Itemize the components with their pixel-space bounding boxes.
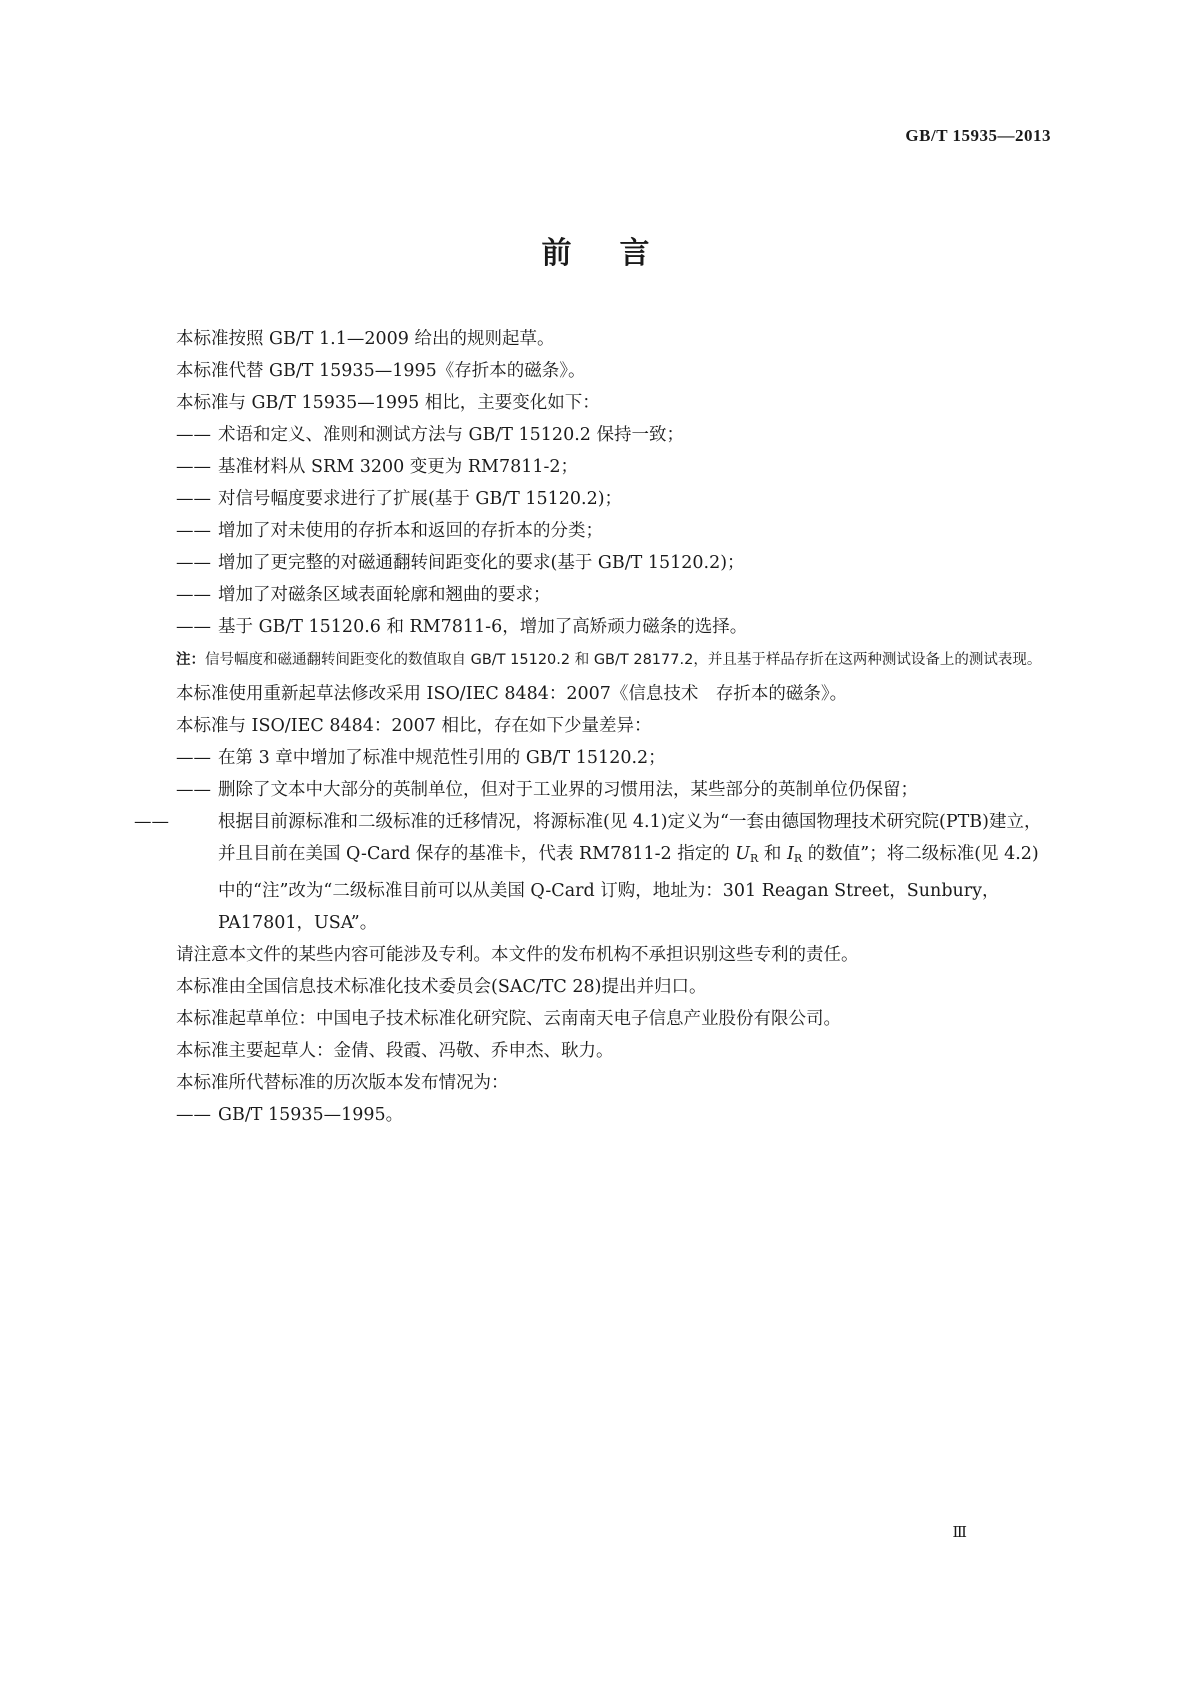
change-text: 基准材料从 SRM 3200 变更为 RM7811-2； <box>218 457 579 477</box>
difference-item <box>176 774 1052 806</box>
change-text: 增加了更完整的对磁通翻转间距变化的要求(基于 GB/T 15120.2)； <box>218 553 745 573</box>
difference-text: 删除了文本中大部分的英制单位，但对于工业界的习惯用法，某些部分的英制单位仍保留； <box>218 780 918 800</box>
change-item <box>176 579 1052 611</box>
difference-item-long <box>134 806 1052 939</box>
symbol-u-subscript: R <box>750 852 759 865</box>
symbol-i: I <box>786 844 794 864</box>
change-text: 术语和定义、准则和测试方法与 GB/T 15120.2 保持一致； <box>218 425 684 445</box>
change-item <box>176 451 1052 483</box>
paragraph-adoption: 本标准使用重新起草法修改采用 ISO/IEC 8484：2007《信息技术 存折本的磁条》。 <box>176 684 848 704</box>
dash-mark: —— <box>176 617 211 637</box>
dash-mark: —— <box>176 748 211 768</box>
dash-mark: —— <box>176 553 211 573</box>
dash-mark: —— <box>176 585 211 605</box>
dash-mark: —— <box>176 425 211 445</box>
change-item <box>176 419 1052 451</box>
note-label: 注： <box>176 652 205 668</box>
paragraph-changes-intro: 本标准与 GB/T 15935—1995 相比，主要变化如下： <box>176 393 600 413</box>
document-body <box>134 323 1052 1131</box>
difference-item <box>176 742 1052 774</box>
paragraph-committee: 本标准由全国信息技术标准化技术委员会(SAC/TC 28)提出并归口。 <box>176 977 707 997</box>
dash-mark: —— <box>176 1105 211 1125</box>
dash-mark: —— <box>176 780 211 800</box>
change-text: 增加了对磁条区域表面轮廓和翘曲的要求； <box>218 585 551 605</box>
symbol-i-subscript: R <box>793 852 803 865</box>
paragraph-differences-intro: 本标准与 ISO/IEC 8484：2007 相比，存在如下少量差异： <box>176 716 652 736</box>
symbol-u: U <box>735 844 751 864</box>
difference-and: 和 <box>758 844 787 864</box>
history-item <box>176 1099 1052 1131</box>
note-text: 信号幅度和磁通翻转间距变化的数值取自 GB/T 15120.2 和 GB/T 28177.2，并且基于样品存折在这两种测试设备上的测试表现。 <box>205 652 1042 668</box>
dash-mark: —— <box>134 812 169 832</box>
difference-text-part2: 的数值”；将二级标准(见 4.2)中的“注”改为“二级标准目前可以从美国 Q-Card 订购，地址为：301 Reagan Street，Sunbury，PA17801，USA”。 <box>218 844 1039 933</box>
difference-text: 在第 3 章中增加了标准中规范性引用的 GB/T 15120.2； <box>218 748 666 768</box>
paragraph-history-intro: 本标准所代替标准的历次版本发布情况为： <box>176 1073 509 1093</box>
change-text: 增加了对未使用的存折本和返回的存折本的分类； <box>218 521 603 541</box>
change-item <box>176 483 1052 515</box>
page-title: 前言 <box>541 236 698 271</box>
page-number: Ⅲ <box>952 1525 967 1541</box>
dash-mark: —— <box>176 489 211 509</box>
standard-number: GB/T 15935—2013 <box>905 126 1051 145</box>
change-item <box>176 611 1052 643</box>
dash-mark: —— <box>176 521 211 541</box>
change-text: 基于 GB/T 15120.6 和 RM7811-6，增加了高矫顽力磁条的选择。 <box>218 617 748 637</box>
paragraph-replaces: 本标准代替 GB/T 15935—1995《存折本的磁条》。 <box>176 361 586 381</box>
change-text: 对信号幅度要求进行了扩展(基于 GB/T 15120.2)； <box>218 489 623 509</box>
difference-text-part1: 根据目前源标准和二级标准的迁移情况，将源标准(见 4.1)定义为“一套由德国物理技术研究院(PTB)建立，并且目前在美国 Q-Card 保存的基准卡，代表 RM7811-2 指定的 <box>218 812 1042 864</box>
note <box>176 647 1052 674</box>
paragraph-patent: 请注意本文件的某些内容可能涉及专利。本文件的发布机构不承担识别这些专利的责任。 <box>176 945 859 965</box>
paragraph-drafters: 本标准主要起草人：金倩、段霞、冯敬、乔申杰、耿力。 <box>176 1041 614 1061</box>
dash-mark: —— <box>176 457 211 477</box>
change-item <box>176 515 1052 547</box>
paragraph-drafting-units: 本标准起草单位：中国电子技术标准化研究院、云南南天电子信息产业股份有限公司。 <box>176 1009 841 1029</box>
paragraph-drafting-rules: 本标准按照 GB/T 1.1—2009 给出的规则起草。 <box>176 329 555 349</box>
change-item <box>176 547 1052 579</box>
history-text: GB/T 15935—1995。 <box>218 1105 404 1125</box>
